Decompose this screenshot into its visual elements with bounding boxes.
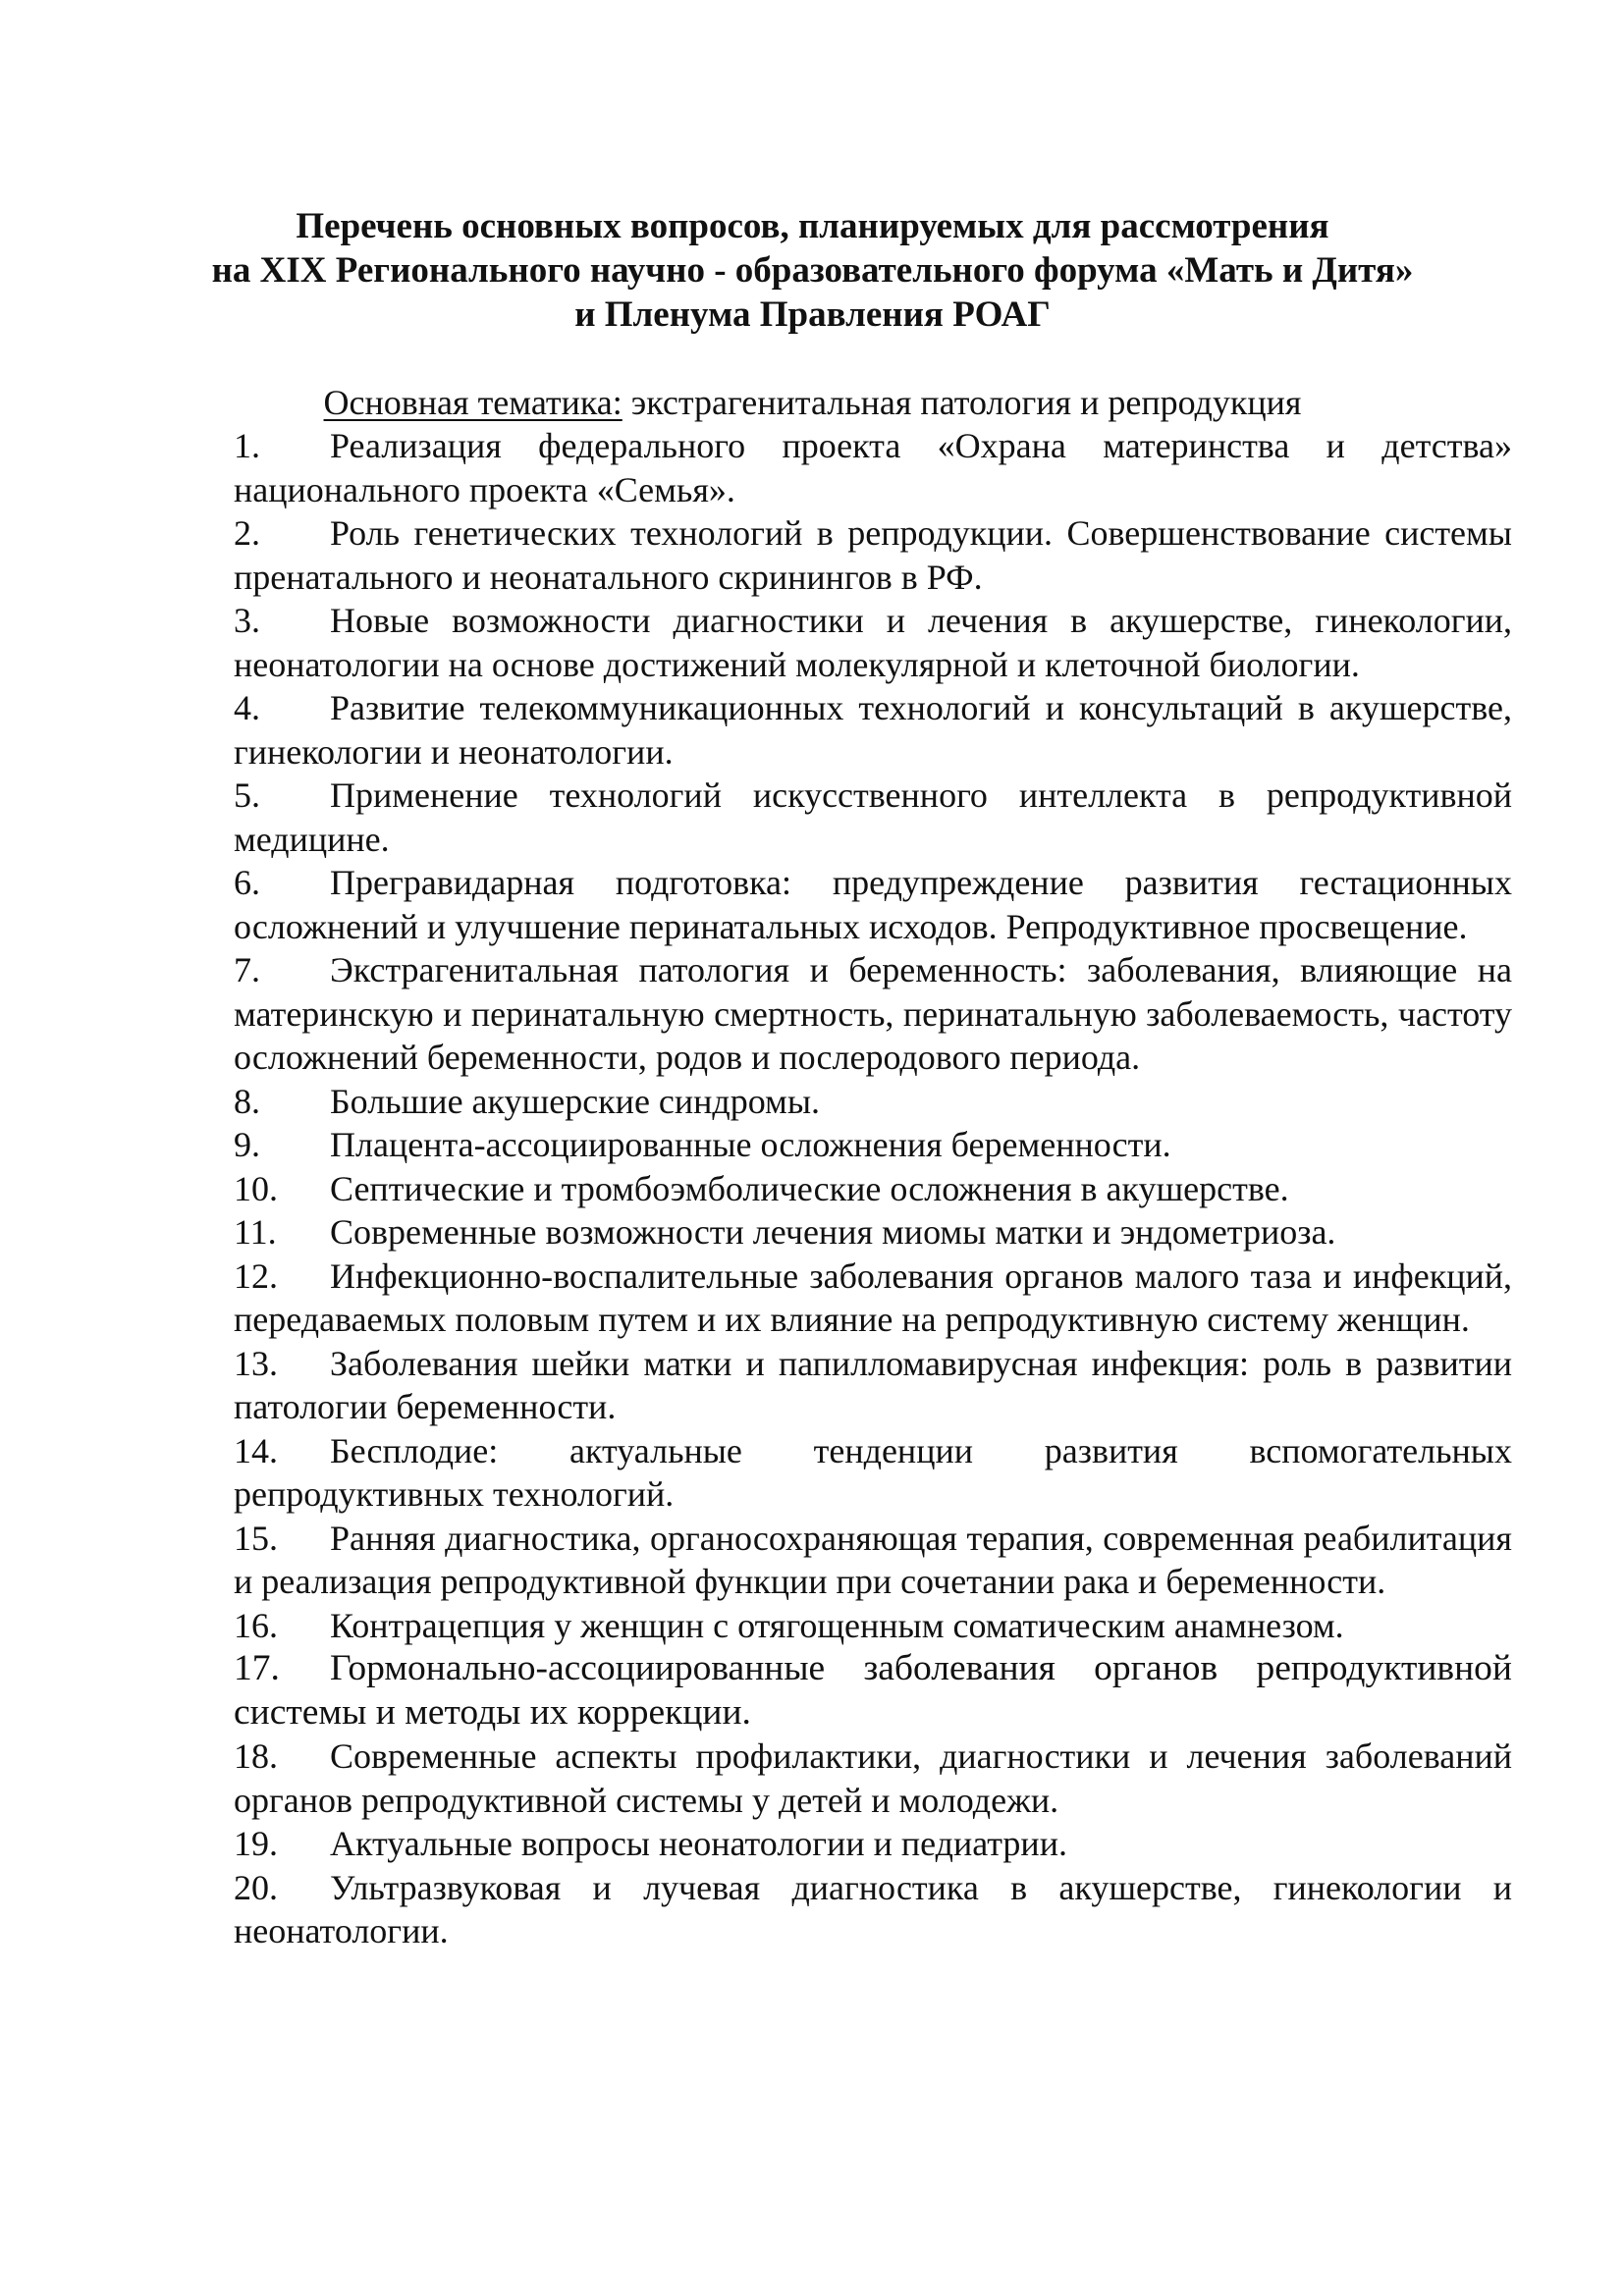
item-text: Гормонально-ассоциированные заболевания органов репродуктивной системы и методы их коррекции. bbox=[234, 1648, 1512, 1733]
item-number: 6. bbox=[234, 863, 260, 902]
list-item bbox=[234, 599, 1512, 686]
list-item bbox=[234, 774, 1512, 861]
list-item bbox=[234, 1167, 1512, 1211]
list-item bbox=[234, 1080, 1512, 1124]
item-text: Септические и тромбоэмболические осложнения в акушерстве. bbox=[330, 1168, 1289, 1208]
item-number: 5. bbox=[234, 775, 260, 815]
item-number: 10. bbox=[234, 1168, 278, 1208]
main-topic-label: Основная тематика: bbox=[323, 383, 623, 422]
item-text: Роль генетических технологий в репродукции. Совершенствование системы пренатального и неонатального скринингов в РФ. bbox=[234, 513, 1512, 597]
list-item bbox=[234, 1866, 1512, 1953]
item-number: 7. bbox=[234, 950, 260, 989]
item-number: 20. bbox=[234, 1867, 278, 1907]
list-item bbox=[234, 1735, 1512, 1822]
title-line-3: и Пленума Правления РОАГ bbox=[574, 294, 1051, 335]
item-text: Ультразвуковая и лучевая диагностика в акушерстве, гинекологии и неонатологии. bbox=[234, 1867, 1512, 1950]
item-text: Бесплодие: актуальные тенденции развития вспомогательных репродуктивных технологий. bbox=[234, 1430, 1512, 1514]
item-text: Плацента-ассоциированные осложнения беременности. bbox=[330, 1125, 1171, 1164]
item-text: Инфекционно-воспалительные заболевания органов малого таза и инфекций, передаваемых половым путем и их влияние на репродуктивную систему женщин. bbox=[234, 1255, 1512, 1339]
topics-list bbox=[234, 424, 1512, 1953]
item-number: 8. bbox=[234, 1081, 260, 1121]
list-item bbox=[234, 1647, 1512, 1735]
item-number: 17. bbox=[234, 1648, 280, 1688]
item-number: 12. bbox=[234, 1255, 278, 1296]
item-number: 1. bbox=[234, 426, 260, 465]
item-number: 19. bbox=[234, 1824, 278, 1863]
item-text: Современные аспекты профилактики, диагностики и лечения заболеваний органов репродуктивной системы у детей и молодежи. bbox=[234, 1736, 1512, 1820]
item-text: Контрацепция у женщин с отягощенным соматическим анамнезом. bbox=[330, 1605, 1344, 1645]
list-item bbox=[234, 1342, 1512, 1429]
item-text: Применение технологий искусственного интеллекта в репродуктивной медицине. bbox=[234, 775, 1512, 859]
list-item bbox=[234, 1604, 1512, 1648]
item-number: 18. bbox=[234, 1736, 278, 1776]
list-item bbox=[234, 1123, 1512, 1167]
item-text: Большие акушерские синдромы. bbox=[330, 1081, 821, 1121]
item-number: 9. bbox=[234, 1125, 260, 1164]
list-item bbox=[234, 1429, 1512, 1517]
item-text: Новые возможности диагностики и лечения в акушерстве, гинекологии, неонатологии на основе достижений молекулярной и клеточной биологии. bbox=[234, 601, 1512, 684]
item-number: 4. bbox=[234, 688, 260, 727]
item-text: Прегравидарная подготовка: предупреждение развития гестационных осложнений и улучшение перинатальных исходов. Репродуктивное просвещение. bbox=[234, 863, 1512, 946]
item-text: Актуальные вопросы неонатологии и педиатрии. bbox=[330, 1824, 1067, 1863]
list-item bbox=[234, 861, 1512, 948]
list-item bbox=[234, 511, 1512, 599]
list-item bbox=[234, 1822, 1512, 1866]
item-number: 13. bbox=[234, 1343, 278, 1383]
item-number: 16. bbox=[234, 1605, 278, 1645]
list-item bbox=[234, 1255, 1512, 1342]
item-text: Современные возможности лечения миомы матки и эндометриоза. bbox=[330, 1212, 1336, 1252]
list-item bbox=[234, 948, 1512, 1080]
main-topic-text: экстрагенитальная патология и репродукция bbox=[622, 383, 1302, 422]
item-text: Экстрагенитальная патология и беременность: заболевания, влияющие на материнскую и перинатальную смертность, перинатальную заболеваемость, частоту осложнений беременности, родов и послеродового периода. bbox=[234, 950, 1512, 1077]
list-item bbox=[234, 686, 1512, 774]
item-text: Реализация федерального проекта «Охрана материнства и детства» национального проекта «Семья». bbox=[234, 426, 1512, 509]
item-text: Заболевания шейки матки и папилломавирусная инфекция: роль в развитии патологии беременности. bbox=[234, 1343, 1512, 1426]
item-text: Ранняя диагностика, органосохраняющая терапия, современная реабилитация и реализация репродуктивной функции при сочетании рака и беременности. bbox=[234, 1518, 1512, 1601]
item-number: 11. bbox=[234, 1212, 277, 1252]
item-text: Развитие телекоммуникационных технологий и консультаций в акушерстве, гинекологии и неонатологии. bbox=[234, 688, 1512, 772]
title-line-2: на XIX Регионального научно - образовательного форума «Мать и Дитя» bbox=[211, 250, 1414, 291]
item-number: 14. bbox=[234, 1430, 278, 1470]
title-line-1: Перечень основных вопросов, планируемых для рассмотрения bbox=[296, 206, 1329, 246]
list-item bbox=[234, 424, 1512, 511]
list-item bbox=[234, 1210, 1512, 1255]
item-number: 2. bbox=[234, 513, 260, 553]
document-title bbox=[147, 204, 1478, 337]
main-topic bbox=[147, 381, 1478, 424]
list-item bbox=[234, 1517, 1512, 1604]
item-number: 3. bbox=[234, 601, 260, 640]
item-number: 15. bbox=[234, 1518, 278, 1558]
